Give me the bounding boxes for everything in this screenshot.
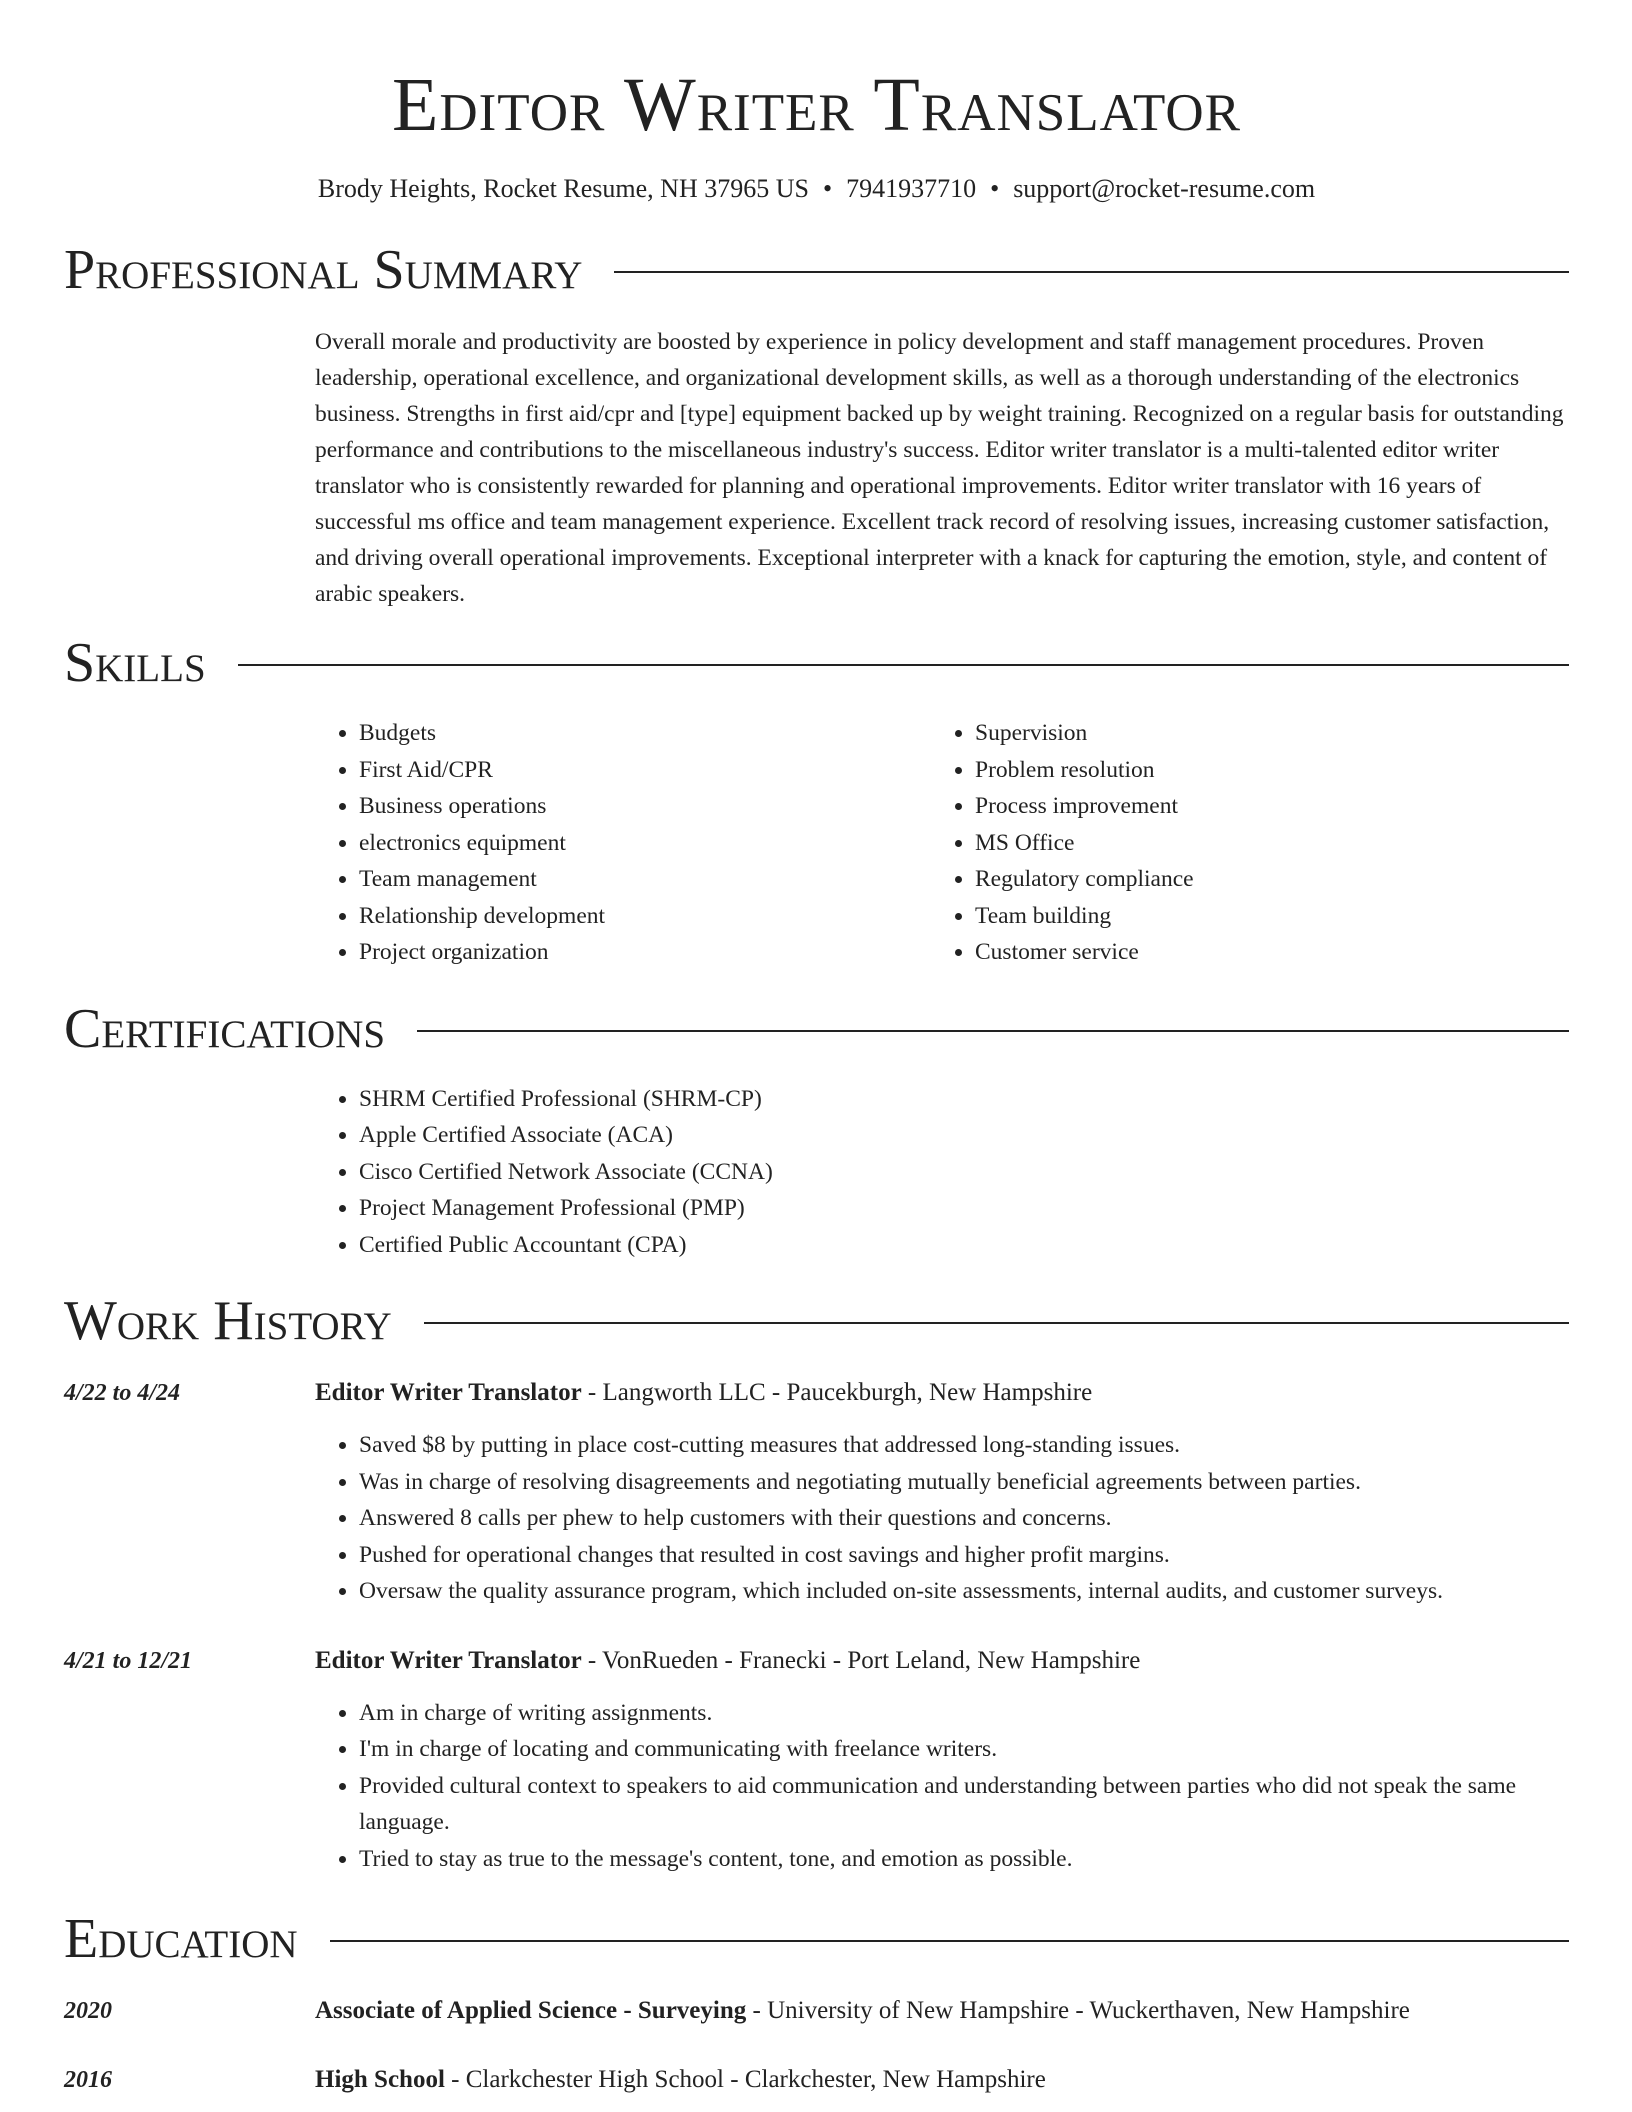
certification-item: • Project Management Professional (PMP) xyxy=(359,1190,1569,1227)
section-title-summary: Professional Summary xyxy=(64,239,583,301)
skills-column-right xyxy=(931,715,1547,971)
job-bullets xyxy=(315,1695,1569,1878)
job-bullet: • Saved $8 by putting in place cost-cutting measures that addressed long-standing issues. xyxy=(359,1427,1569,1464)
education-entry xyxy=(64,2062,1569,2098)
certification-item: • Apple Certified Associate (ACA) xyxy=(359,1117,1569,1154)
resume-page xyxy=(64,0,1569,2098)
section-divider xyxy=(330,1940,1569,1942)
skill-item: • Regulatory compliance xyxy=(975,861,1547,898)
job-bullet: • Am in charge of writing assignments. xyxy=(359,1695,1569,1732)
section-divider xyxy=(417,1030,1569,1032)
education-entry xyxy=(64,1993,1569,2029)
summary-text: Overall morale and productivity are boosted by experience in policy development and staff management procedures. Proven leadership, operational excellence, and organizational development skills, as well as a thorough understanding of the electronics business. Strengths in first aid/cpr and [type] equipment backed up by weight training. Recognized on a regular basis for outstanding performance and contributions to the miscellaneous industry's success. Editor writer translator is a multi-talented editor writer translator who is consistently rewarded for planning and operational improvements. Editor writer translator with 16 years of successful ms office and team management experience. Excellent track record of resolving issues, increasing customer satisfaction, and driving overall operational improvements. Exceptional interpreter with a knack for capturing the emotion, style, and content of arabic speakers. xyxy=(315,329,1564,607)
job-title-line xyxy=(315,1643,1569,1679)
skill-item: • electronics equipment xyxy=(359,825,931,862)
job-bullet: • Tried to stay as true to the message's content, tone, and emotion as possible. xyxy=(359,1841,1569,1878)
job-company-location: - VonRueden - Franecki - Port Leland, New Hampshire xyxy=(581,1646,1141,1674)
job-title: Editor Writer Translator xyxy=(315,1646,582,1674)
skills-column-left xyxy=(315,715,931,971)
certification-item: • Cisco Certified Network Associate (CCNA) xyxy=(359,1154,1569,1191)
certification-item: • SHRM Certified Professional (SHRM-CP) xyxy=(359,1081,1569,1118)
education-year: 2020 xyxy=(64,1998,112,2024)
skill-item: • MS Office xyxy=(975,825,1547,862)
job-bullet: • Provided cultural context to speakers to aid communication and understanding between parties who did not speak the same language. xyxy=(359,1768,1569,1841)
job-entry xyxy=(64,1375,1569,1610)
skill-item: • First Aid/CPR xyxy=(359,752,931,789)
section-divider xyxy=(424,1322,1569,1324)
section-header-certifications xyxy=(64,997,1569,1061)
section-title-education: Education xyxy=(64,1908,298,1970)
certification-item: • Certified Public Accountant (CPA) xyxy=(359,1227,1569,1264)
skill-item: • Project organization xyxy=(359,934,931,971)
job-company-location: - Langworth LLC - Paucekburgh, New Hampshire xyxy=(581,1379,1093,1406)
candidate-name: Editor Writer Translator xyxy=(391,63,1242,147)
skills-list xyxy=(315,715,1569,971)
education-school-location: - University of New Hampshire - Wuckerthaven, New Hampshire xyxy=(746,1997,1410,2024)
job-details xyxy=(315,1643,1569,1878)
job-title: Editor Writer Translator xyxy=(315,1379,582,1406)
contact-address: Brody Heights, Rocket Resume, NH 37965 US xyxy=(317,174,809,203)
contact-separator: • xyxy=(822,174,833,203)
education-degree: High School xyxy=(315,2066,445,2093)
skill-item: • Problem resolution xyxy=(975,752,1547,789)
job-bullet: • I'm in charge of locating and communicating with freelance writers. xyxy=(359,1731,1569,1768)
job-dates: 4/21 to 12/21 xyxy=(64,1647,193,1674)
certifications-list xyxy=(315,1081,1569,1264)
section-title-certifications: Certifications xyxy=(64,997,386,1060)
skill-item: • Process improvement xyxy=(975,788,1547,825)
job-entry xyxy=(64,1643,1569,1878)
education-degree: Associate of Applied Science - Surveying xyxy=(315,1997,747,2024)
job-bullets xyxy=(315,1427,1569,1610)
skill-item: • Customer service xyxy=(975,934,1547,971)
education-details xyxy=(315,2062,1046,2098)
contact-line xyxy=(64,172,1569,206)
skill-item: • Business operations xyxy=(359,788,931,825)
contact-phone[interactable]: 7941937710 xyxy=(846,174,977,203)
section-header-summary xyxy=(64,238,1569,302)
education-details xyxy=(315,1993,1410,2029)
skill-item: • Team building xyxy=(975,898,1547,935)
section-title-skills: Skills xyxy=(64,632,206,694)
section-divider xyxy=(614,271,1569,273)
skill-item: • Budgets xyxy=(359,715,931,752)
skill-item: • Relationship development xyxy=(359,898,931,935)
job-details xyxy=(315,1375,1569,1610)
section-divider xyxy=(238,664,1569,666)
section-header-education xyxy=(64,1907,1569,1971)
education-year: 2016 xyxy=(64,2067,112,2093)
job-dates: 4/22 to 4/24 xyxy=(64,1380,181,1406)
job-bullet: • Answered 8 calls per phew to help customers with their questions and concerns. xyxy=(359,1500,1569,1537)
job-bullet: • Pushed for operational changes that resulted in cost savings and higher profit margins. xyxy=(359,1537,1569,1574)
job-title-line xyxy=(315,1375,1569,1411)
section-header-skills xyxy=(64,631,1569,695)
skill-item: • Team management xyxy=(359,861,931,898)
section-title-work-history: Work History xyxy=(64,1290,392,1352)
job-bullet: • Was in charge of resolving disagreements and negotiating mutually beneficial agreements between parties. xyxy=(359,1464,1569,1501)
section-header-work-history xyxy=(64,1289,1569,1353)
contact-email[interactable]: support@rocket-resume.com xyxy=(1013,174,1316,203)
education-school-location: - Clarkchester High School - Clarkchester, New Hampshire xyxy=(444,2066,1046,2093)
skill-item: • Supervision xyxy=(975,715,1547,752)
job-bullet: • Oversaw the quality assurance program, which included on-site assessments, internal audits, and customer surveys. xyxy=(359,1573,1569,1610)
contact-separator: • xyxy=(990,174,1000,203)
